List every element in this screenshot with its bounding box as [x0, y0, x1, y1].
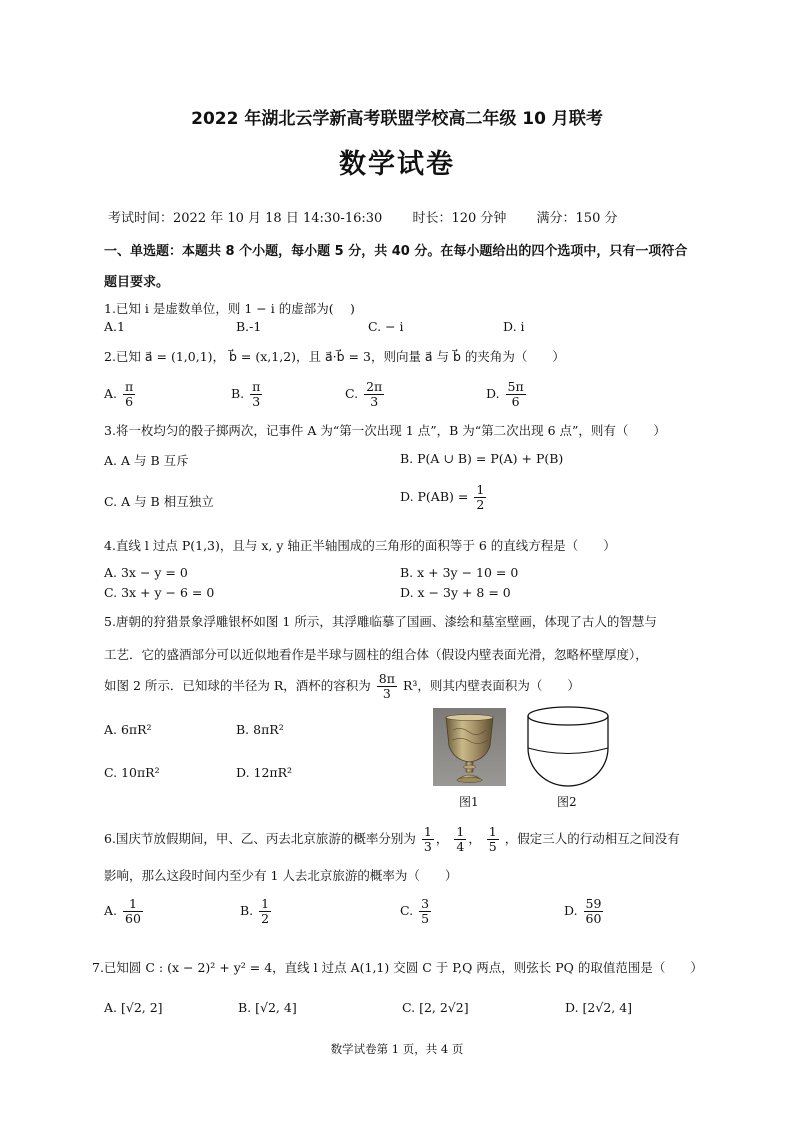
silver-cup-photo	[433, 708, 506, 786]
q6-line2: 影响，那么这段时间内至少有 1 人去北京旅游的概率为（ ）	[104, 868, 458, 883]
q2-option-a: A. $\frac{\pi}{6}$	[104, 379, 134, 409]
q7-option-b: B. [√2, 4]	[238, 1000, 297, 1015]
q7-stem: 7.已知圆 C : (x − 2)² + y² = 4，直线 l 过点 A(1,1) 交圆 C 于 P,Q 两点，则弦长 PQ 的取值范围是（ ）	[92, 960, 703, 975]
exam-score: 满分：150 分	[536, 211, 618, 226]
q3-option-d: D. P(AB) = $\frac{1}{2}$	[400, 482, 485, 512]
figure1-caption: 图1	[459, 795, 479, 809]
page-footer: 数学试卷第 1 页，共 4 页	[330, 1042, 464, 1056]
q5-option-a: A. 6πR²	[104, 722, 152, 737]
exam-title: 2022 年湖北云学新高考联盟学校高二年级 10 月联考	[191, 109, 603, 129]
q5-option-b: B. 8πR²	[236, 722, 284, 737]
q4-option-c: C. 3x + y − 6 = 0	[104, 585, 215, 600]
q1-option-d: D. i	[503, 319, 525, 334]
q7-option-a: A. [√2, 2]	[104, 1000, 163, 1015]
q4-option-b: B. x + 3y − 10 = 0	[400, 565, 519, 580]
subject-title: 数学试卷	[339, 149, 455, 180]
q6-line1: 6.国庆节放假期间，甲、乙、丙去北京旅游的概率分别为 $\frac{1}{3}$ ， $\frac{1}{4}$ ， $\frac{1}{5}$ ，假定三人的行动相互之间没有	[104, 824, 680, 854]
q5-option-d: D. 12πR²	[236, 765, 293, 780]
exam-info	[108, 207, 643, 226]
figure2-caption: 图2	[557, 795, 577, 809]
exam-duration: 时长：120 分钟	[412, 211, 507, 226]
q2-option-c: C. $\frac{2\pi}{3}$	[345, 379, 383, 409]
q5-line2: 工艺．它的盛酒部分可以近似地看作是半球与圆柱的组合体（假设内壁表面光滑，忽略杯壁厚度），	[104, 647, 648, 662]
q3-stem: 3.将一枚均匀的骰子掷两次，记事件 A 为“第一次出现 1 点”，B 为“第二次出现 6 点”，则有（ ）	[104, 423, 666, 438]
q6-option-a: A. $\frac{1}{60}$	[104, 896, 141, 926]
q2-option-d: D. $\frac{5\pi}{6}$	[486, 379, 524, 409]
q1-stem: 1.已知 i 是虚数单位，则 1 − i 的虚部为( )	[104, 301, 355, 316]
exam-time: 考试时间：2022 年 10 月 18 日 14:30-16:30	[108, 211, 383, 226]
q7-option-c: C. [2, 2√2]	[402, 1000, 469, 1015]
cup-geometry-diagram	[522, 704, 614, 790]
q6-option-d: D. $\frac{59}{60}$	[564, 896, 602, 926]
q1-option-c: C. − i	[368, 319, 404, 334]
q7-option-d: D. [2√2, 4]	[565, 1000, 633, 1015]
q5-line3: 如图 2 所示．已知球的半径为 R，酒杯的容积为 $\frac{8\pi}{3}$ R³，则其内壁表面积为（ ）	[104, 671, 580, 701]
q3-option-a: A. A 与 B 互斥	[104, 453, 189, 468]
q3-option-c: C. A 与 B 相互独立	[104, 494, 214, 509]
q3-option-b: B. P(A ∪ B) = P(A) + P(B)	[400, 451, 564, 466]
q2-stem: 2.已知 a⃗ = (1,0,1)， b⃗ = (x,1,2)，且 a⃗·b⃗ = 3，则向量 a⃗ 与 b⃗ 的夹角为（ ）	[104, 349, 565, 364]
section-heading-cont: 题目要求。	[104, 275, 170, 290]
q6-option-b: B. $\frac{1}{2}$	[240, 896, 270, 926]
q5-line1: 5.唐朝的狩猎景象浮雕银杯如图 1 所示，其浮雕临摹了国画、漆绘和墓室壁画，体现了古人的智慧与	[104, 614, 657, 629]
q1-option-b: B.-1	[236, 319, 262, 334]
q2-option-b: B. $\frac{\pi}{3}$	[231, 379, 261, 409]
q4-option-a: A. 3x − y = 0	[104, 565, 188, 580]
q5-option-c: C. 10πR²	[104, 765, 160, 780]
q4-stem: 4.直线 l 过点 P(1,3)，且与 x, y 轴正半轴围成的三角形的面积等于 6 的直线方程是（ ）	[104, 538, 616, 553]
q1-option-a: A.1	[104, 319, 125, 334]
q4-option-d: D. x − 3y + 8 = 0	[400, 585, 511, 600]
q6-option-c: C. $\frac{3}{5}$	[400, 896, 430, 926]
section-heading: 一、单选题：本题共 8 个小题，每小题 5 分，共 40 分。在每小题给出的四个选项中，只有一项符合	[104, 244, 688, 259]
